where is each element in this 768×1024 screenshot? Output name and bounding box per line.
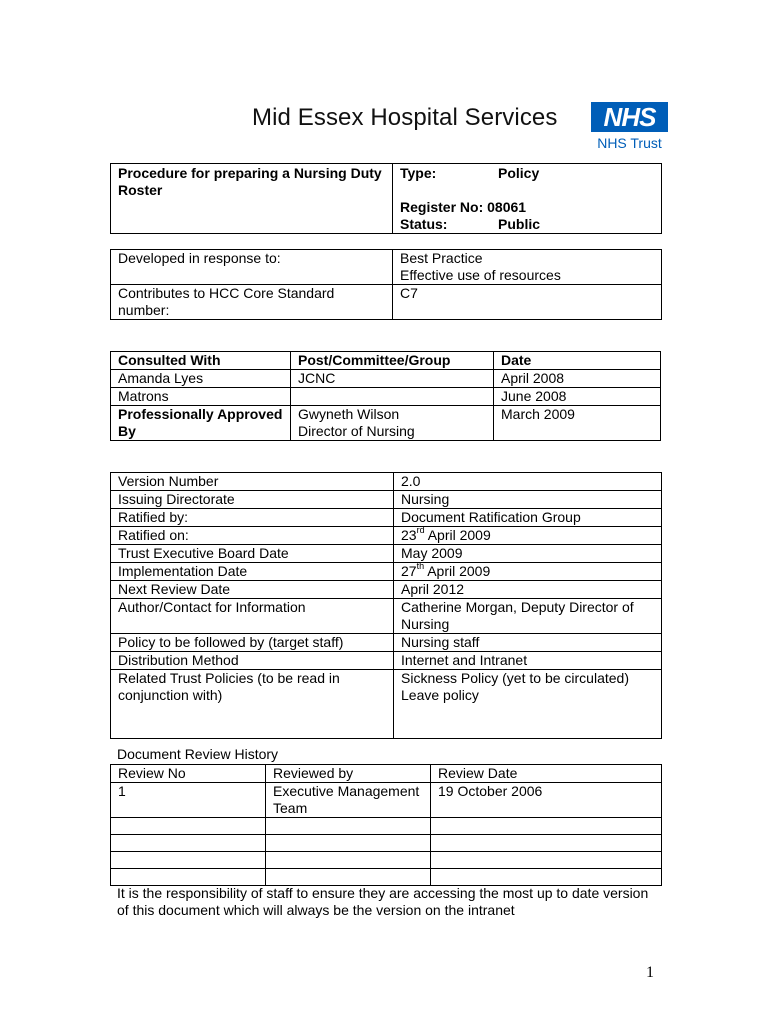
group-cell — [291, 388, 494, 406]
contributes-label: Contributes to HCC Core Standard number: — [111, 285, 393, 320]
detail-label: Related Trust Policies (to be read in conjunction with) — [111, 670, 394, 739]
document-meta — [393, 164, 662, 234]
review-header-row — [111, 765, 662, 783]
status-value: Public — [498, 216, 541, 232]
detail-value — [394, 563, 662, 581]
developed-value-line: Best Practice — [400, 250, 483, 266]
empty-cell — [111, 818, 266, 835]
consultation-table — [110, 351, 661, 441]
nhs-logo: NHS — [591, 102, 668, 132]
detail-label: Implementation Date — [111, 563, 394, 581]
review-history-table — [110, 764, 662, 886]
table-row — [111, 869, 662, 886]
nhs-trust-label: NHS Trust — [597, 135, 662, 151]
summary-table — [110, 163, 662, 234]
detail-label: Next Review Date — [111, 581, 394, 599]
register-label: Register No: — [400, 199, 484, 215]
table-row — [111, 783, 662, 818]
implementation-day-suffix: th — [416, 561, 425, 572]
detail-value — [394, 527, 662, 545]
table-row — [111, 818, 662, 835]
related-policy: Sickness Policy (yet to be circulated) — [401, 670, 629, 686]
review-history-heading: Document Review History — [117, 746, 279, 762]
related-policy: Leave policy — [401, 687, 479, 703]
date-cell: April 2008 — [494, 370, 661, 388]
contributes-value: C7 — [393, 285, 662, 320]
approver-role: Director of Nursing — [298, 423, 415, 439]
empty-cell — [266, 869, 431, 886]
response-table — [110, 249, 662, 320]
column-header: Consulted With — [111, 352, 291, 370]
column-header: Review Date — [431, 765, 662, 783]
empty-cell — [111, 835, 266, 852]
consultee-cell: Amanda Lyes — [111, 370, 291, 388]
register-value: 08061 — [487, 199, 527, 215]
consultation-header-row — [111, 352, 661, 370]
detail-value: May 2009 — [394, 545, 662, 563]
group-cell: JCNC — [291, 370, 494, 388]
table-row — [111, 527, 662, 545]
detail-value — [394, 670, 662, 739]
detail-label: Trust Executive Board Date — [111, 545, 394, 563]
table-row — [111, 509, 662, 527]
page-number: 1 — [646, 964, 654, 981]
detail-label: Distribution Method — [111, 652, 394, 670]
table-row — [111, 581, 662, 599]
developed-label: Developed in response to: — [111, 250, 393, 285]
empty-cell — [111, 852, 266, 869]
detail-label: Ratified on: — [111, 527, 394, 545]
table-row — [111, 634, 662, 652]
status-label: Status: — [400, 216, 448, 232]
ratified-day-suffix: rd — [416, 525, 425, 536]
detail-value: 2.0 — [394, 473, 662, 491]
table-row — [111, 599, 662, 634]
review-no-cell: 1 — [111, 783, 266, 818]
empty-cell — [431, 818, 662, 835]
detail-value: Document Ratification Group — [394, 509, 662, 527]
implementation-day: 27 — [401, 563, 417, 579]
empty-cell — [111, 869, 266, 886]
ratified-month-year: April 2009 — [424, 527, 491, 543]
ratified-day: 23 — [401, 527, 417, 543]
table-row — [111, 835, 662, 852]
table-row — [111, 491, 662, 509]
column-header: Date — [494, 352, 661, 370]
table-row — [111, 406, 661, 441]
detail-value: April 2012 — [394, 581, 662, 599]
footer-note: It is the responsibility of staff to ensure they are accessing the most up to date version of this document which will always be the version on the intranet — [117, 885, 649, 918]
implementation-month-year: April 2009 — [424, 563, 491, 579]
detail-value: Internet and Intranet — [394, 652, 662, 670]
detail-value: Nursing — [394, 491, 662, 509]
date-cell: March 2009 — [494, 406, 661, 441]
consultee-cell: Matrons — [111, 388, 291, 406]
detail-label: Policy to be followed by (target staff) — [111, 634, 394, 652]
table-row — [111, 545, 662, 563]
detail-value: Nursing staff — [394, 634, 662, 652]
column-header: Review No — [111, 765, 266, 783]
developed-value — [393, 250, 662, 285]
date-cell: June 2008 — [494, 388, 661, 406]
document-details-table — [110, 472, 662, 739]
reviewed-by-cell: Executive Management Team — [266, 783, 431, 818]
approved-label: Professionally Approved By — [111, 406, 291, 441]
detail-label: Ratified by: — [111, 509, 394, 527]
table-row — [111, 473, 662, 491]
detail-label: Author/Contact for Information — [111, 599, 394, 634]
document-title: Procedure for preparing a Nursing Duty Roster — [111, 164, 393, 234]
table-row — [111, 652, 662, 670]
table-row — [111, 852, 662, 869]
table-row — [111, 370, 661, 388]
column-header: Post/Committee/Group — [291, 352, 494, 370]
type-label: Type: — [400, 165, 437, 181]
empty-cell — [431, 835, 662, 852]
approver-cell — [291, 406, 494, 441]
empty-cell — [266, 818, 431, 835]
detail-value: Catherine Morgan, Deputy Director of Nursing — [394, 599, 662, 634]
column-header: Reviewed by — [266, 765, 431, 783]
empty-cell — [266, 852, 431, 869]
empty-cell — [431, 869, 662, 886]
table-row — [111, 388, 661, 406]
empty-cell — [266, 835, 431, 852]
detail-label: Version Number — [111, 473, 394, 491]
approver-name: Gwyneth Wilson — [298, 406, 400, 422]
detail-label: Issuing Directorate — [111, 491, 394, 509]
organization-name: Mid Essex Hospital Services — [252, 104, 558, 131]
table-row — [111, 670, 662, 739]
developed-value-line: Effective use of resources — [400, 267, 561, 283]
table-row — [111, 563, 662, 581]
review-date-cell: 19 October 2006 — [431, 783, 662, 818]
empty-cell — [431, 852, 662, 869]
type-value: Policy — [498, 165, 540, 181]
